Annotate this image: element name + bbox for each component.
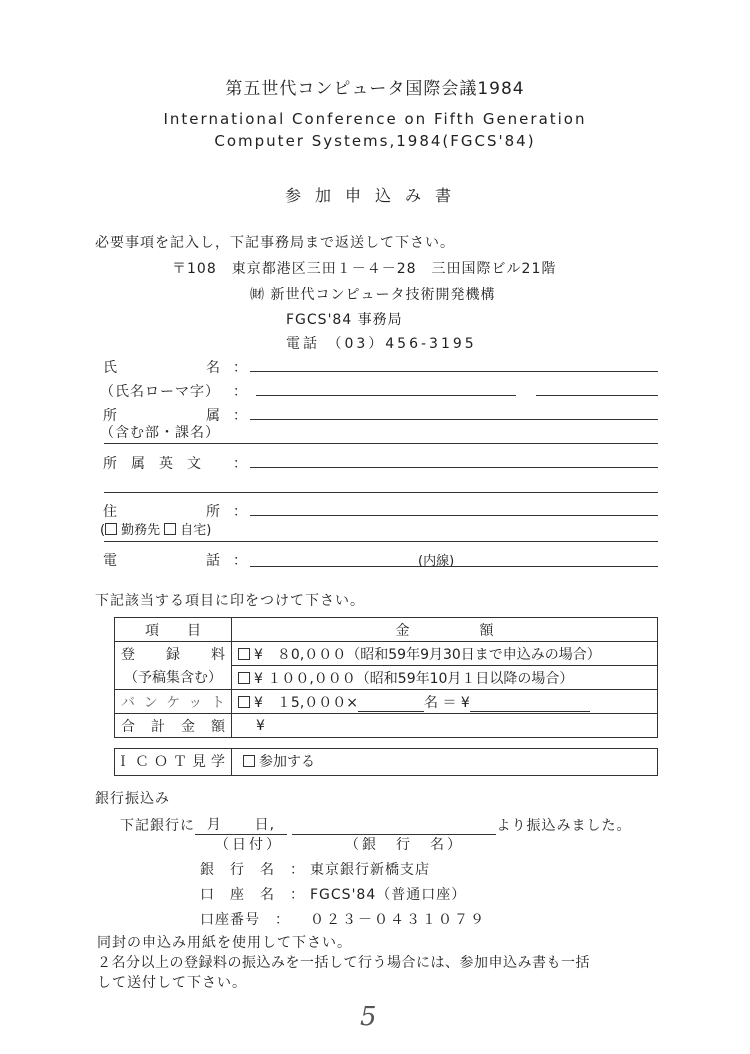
- organization-name: ㈶ 新世代コンピュータ技術開発機構: [250, 287, 496, 303]
- transfer-date-field[interactable]: [195, 814, 287, 835]
- form-title: 参加申込み書: [284, 186, 465, 205]
- transfer-prefix: 下記銀行に: [120, 818, 195, 834]
- banquet-persons-field[interactable]: [358, 695, 424, 712]
- office-address: 〒108 東京都港区三田１－４－28 三田国際ビル21階: [172, 261, 557, 277]
- transfer-line: [120, 814, 631, 835]
- bank-name-field[interactable]: [292, 818, 496, 835]
- affiliation-en-label: 所 属 英 文: [103, 456, 201, 472]
- romaji-label: （氏名ローマ字）: [100, 384, 220, 400]
- table-row: [115, 642, 658, 666]
- table-header-row: [115, 618, 658, 642]
- registration-early-text: ¥ ８0,０００（昭和59年9月30日まで申込みの場合）: [254, 646, 601, 663]
- table-row: [115, 714, 658, 738]
- registration-late-option[interactable]: [232, 666, 658, 690]
- icot-option-label: 参加する: [259, 754, 315, 770]
- name-colon: ：: [233, 360, 247, 376]
- phone-label-1: 電: [103, 553, 117, 569]
- bank-name-label: 銀 行 名 ：: [200, 862, 305, 878]
- icot-visit-box: [114, 748, 658, 776]
- work-option-label: 勤務先: [121, 523, 161, 538]
- banquet-option[interactable]: [232, 690, 658, 714]
- affiliation-en-colon: ：: [233, 456, 247, 472]
- name-field[interactable]: [250, 371, 658, 372]
- fees-instruction: 下記該当する項目に印をつけて下さい。: [95, 593, 365, 609]
- account-name-label: 口 座 名 ：: [200, 887, 305, 903]
- extension-label: (内線): [418, 554, 455, 569]
- conference-title-en-line1: International Conference on Fifth Generation: [163, 110, 587, 128]
- address-type-options: [100, 519, 211, 538]
- office-name: FGCS'84 事務局: [286, 312, 403, 328]
- address-field[interactable]: [250, 515, 658, 516]
- phone-label-2: 話: [206, 553, 220, 569]
- bank-name-value: 東京銀行新橋支店: [310, 862, 430, 878]
- banquet-total-field[interactable]: [470, 695, 590, 712]
- month-label: 月: [206, 817, 222, 833]
- romaji-first-field[interactable]: [256, 395, 516, 396]
- address-paren-open: (: [100, 523, 106, 538]
- romaji-colon: ：: [233, 384, 247, 400]
- icot-label: ＩＣＯＴ見学: [115, 749, 232, 775]
- table-row: [115, 690, 658, 714]
- address-field-2[interactable]: [104, 541, 658, 542]
- registration-early-option[interactable]: [232, 642, 658, 666]
- page-number: 5: [360, 1002, 377, 1032]
- date-caption: （日付）: [215, 837, 283, 853]
- table-row: [115, 666, 658, 690]
- affiliation-en-field-2[interactable]: [104, 492, 658, 493]
- note-enclosed-form: 同封の申込み用紙を使用して下さい。: [97, 935, 352, 951]
- registration-early-checkbox[interactable]: [238, 648, 250, 660]
- fees-table: [114, 617, 658, 738]
- office-phone: 電話 （03）456-3195: [286, 336, 477, 352]
- affiliation-sub-label: （含む部・課名）: [100, 425, 220, 441]
- bank-section-title: 銀行振込み: [95, 791, 170, 807]
- total-yen: ¥: [256, 717, 265, 734]
- banquet-label: バンケット: [115, 690, 232, 714]
- name-label-1: 氏: [103, 360, 117, 376]
- note-bulk-line2: して送付して下さい。: [97, 975, 247, 991]
- total-label: 合計金額: [115, 714, 232, 738]
- name-label-2: 名: [206, 360, 220, 376]
- address-label-1: 住: [103, 504, 117, 520]
- affiliation-field-2[interactable]: [104, 443, 658, 444]
- address-label-2: 所: [206, 504, 220, 520]
- account-number-label: 口座番号 ：: [200, 912, 290, 928]
- header-amount: 金 額: [232, 618, 658, 642]
- registration-late-text: ¥ １００,０００（昭和59年10月１日以降の場合）: [254, 670, 574, 687]
- affiliation-colon: ：: [233, 408, 247, 424]
- affiliation-field[interactable]: [250, 419, 658, 420]
- note-bulk-line1: ２名分以上の登録料の振込みを一括して行う場合には、参加申込み書も一括: [97, 955, 590, 971]
- transfer-suffix: より振込みました。: [496, 818, 632, 834]
- phone-colon: ：: [233, 553, 247, 569]
- icot-checkbox[interactable]: [243, 755, 255, 767]
- romaji-last-field[interactable]: [536, 395, 658, 396]
- header-item: 項 目: [115, 618, 232, 642]
- address-colon: ：: [233, 504, 247, 520]
- banquet-checkbox[interactable]: [238, 696, 250, 708]
- day-label: 日,: [254, 817, 276, 833]
- conference-title-en-line2: Computer Systems,1984(FGCS'84): [214, 132, 536, 150]
- account-name-value: FGCS'84（普通口座）: [310, 887, 467, 903]
- registration-late-checkbox[interactable]: [238, 672, 250, 684]
- banquet-price: ¥ １5,０００×: [254, 694, 358, 711]
- registration-sub-label: （予稿集含む）: [115, 666, 232, 690]
- affiliation-label-1: 所: [103, 408, 117, 424]
- icot-option[interactable]: [243, 749, 315, 775]
- affiliation-en-field[interactable]: [250, 467, 658, 468]
- return-note: 必要事項を記入し，下記事務局まで返送して下さい。: [95, 235, 455, 251]
- bank-caption: （銀 行 名）: [345, 837, 464, 853]
- account-number-value: ０２３－０４３１０７９: [310, 912, 486, 928]
- total-amount-field[interactable]: [232, 714, 658, 738]
- banquet-persons-text: 名 ＝ ¥: [424, 694, 470, 711]
- affiliation-label-2: 属: [206, 408, 220, 424]
- work-checkbox[interactable]: [105, 523, 117, 535]
- registration-label: 登 録 料: [115, 642, 232, 666]
- conference-title-jp: 第五世代コンピュータ国際会議1984: [225, 79, 525, 99]
- home-option-label: 自宅): [180, 523, 212, 538]
- home-checkbox[interactable]: [164, 523, 176, 535]
